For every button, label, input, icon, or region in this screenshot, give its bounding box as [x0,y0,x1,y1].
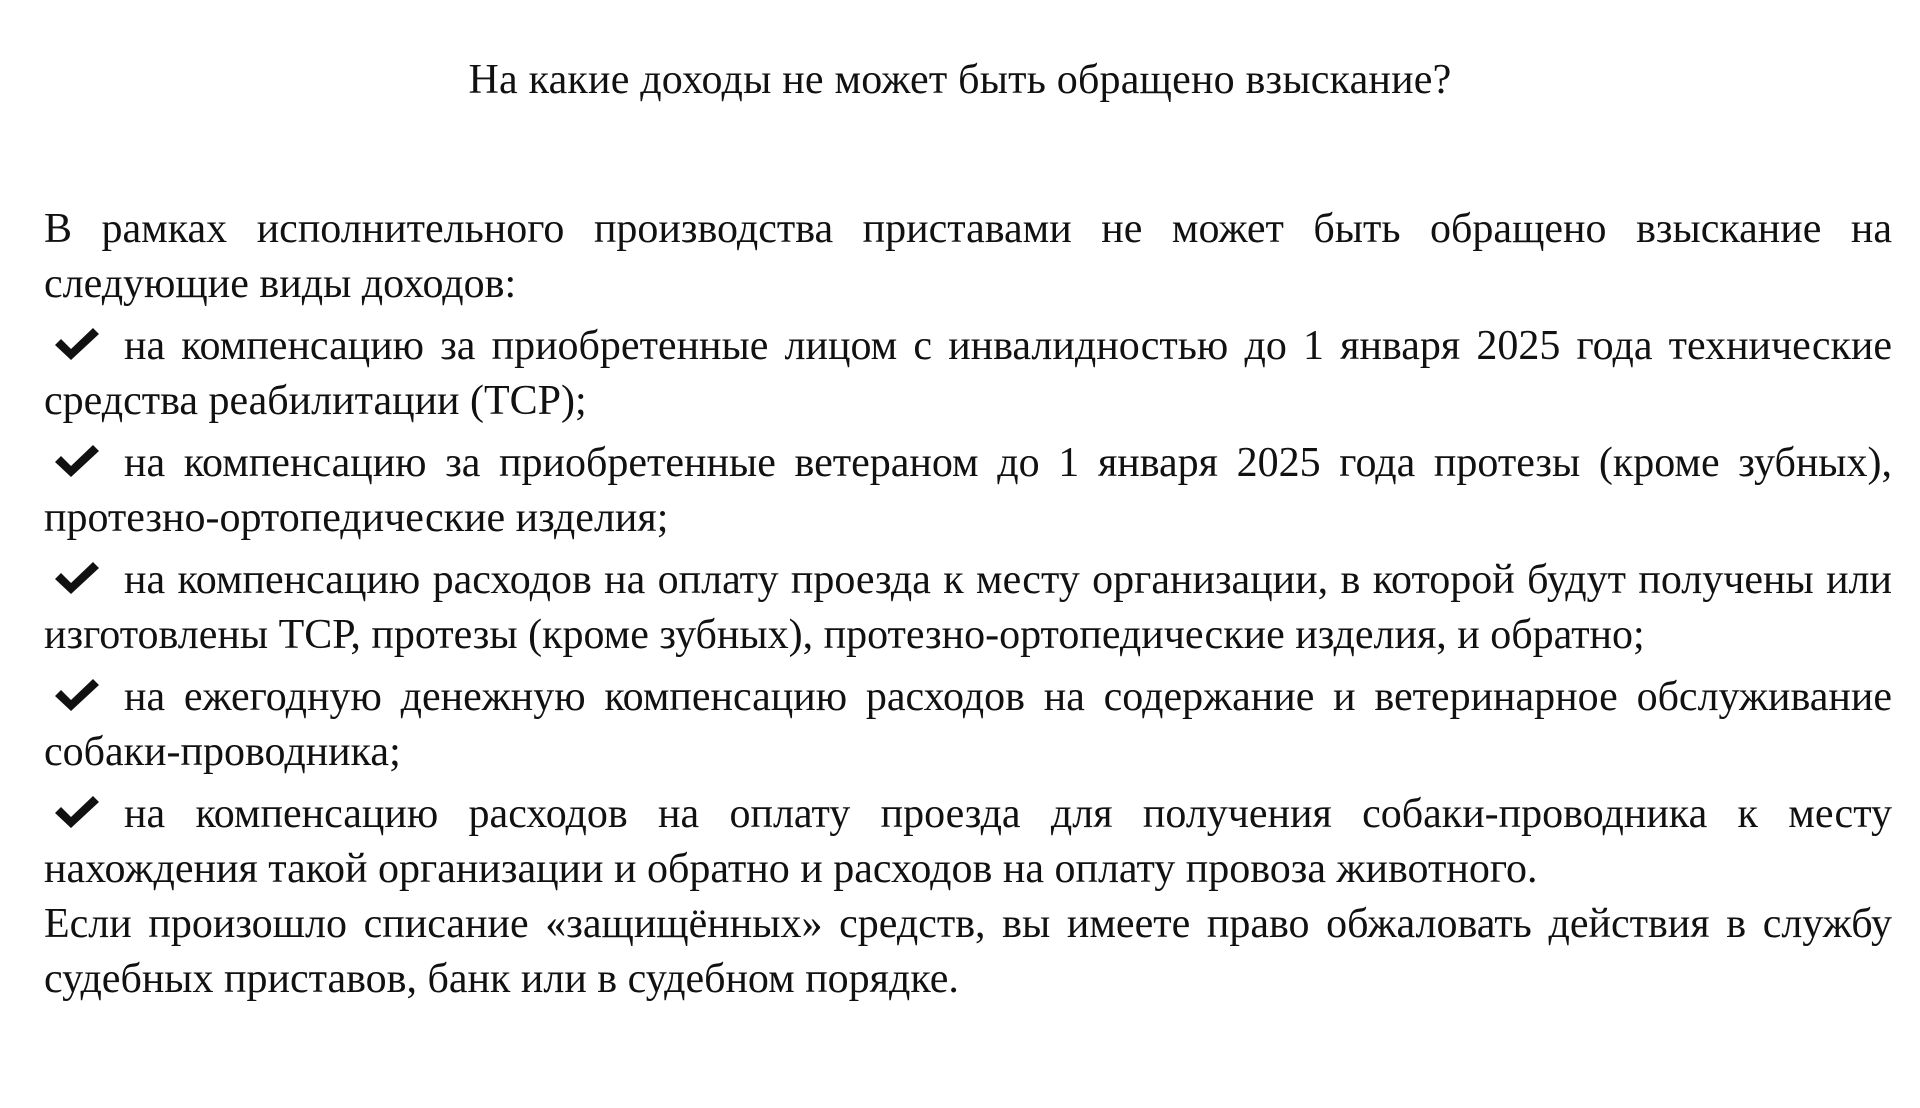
checkmark-icon [52,676,102,714]
document-body [44,202,1892,1007]
list-item-text: на компенсацию за приобретенные лицом с инвалидностью до 1 января 2025 года технические средства реабилитации (ТСР); [44,323,1892,424]
intro-paragraph: В рамках исполнительного производства приставами не может быть обращено взыскание на следующие виды доходов: [44,206,1892,307]
list-item-text: на компенсацию расходов на оплату проезда для получения собаки-проводника к месту нахождения такой организации и обратно и расходов на оплату провоза животного. [44,791,1892,892]
checkmark-icon [52,442,102,480]
list-item [44,670,1892,780]
list-item-text: на ежегодную денежную компенсацию расходов на содержание и ветеринарное обслуживание собаки-проводника; [44,674,1892,775]
closing-paragraph: Если произошло списание «защищённых» средств, вы имеете право обжаловать действия в службу судебных приставов, банк или в судебном порядке. [44,901,1892,1002]
checkmark-icon [52,559,102,597]
list-item [44,787,1892,897]
list-item-text: на компенсацию за приобретенные ветераном до 1 января 2025 года протезы (кроме зубных), протезно-ортопедические изделия; [44,440,1892,541]
checkmark-icon [52,793,102,831]
page-title: На какие доходы не может быть обращено взыскание? [468,57,1452,103]
list-item [44,436,1892,546]
list-item [44,319,1892,429]
checkmark-icon [52,325,102,363]
list-item-text: на компенсацию расходов на оплату проезда к месту организации, в которой будут получены или изготовлены ТСР, протезы (кроме зубных), протезно-ортопедические изделия, и обратно; [44,557,1892,658]
list-item [44,553,1892,663]
